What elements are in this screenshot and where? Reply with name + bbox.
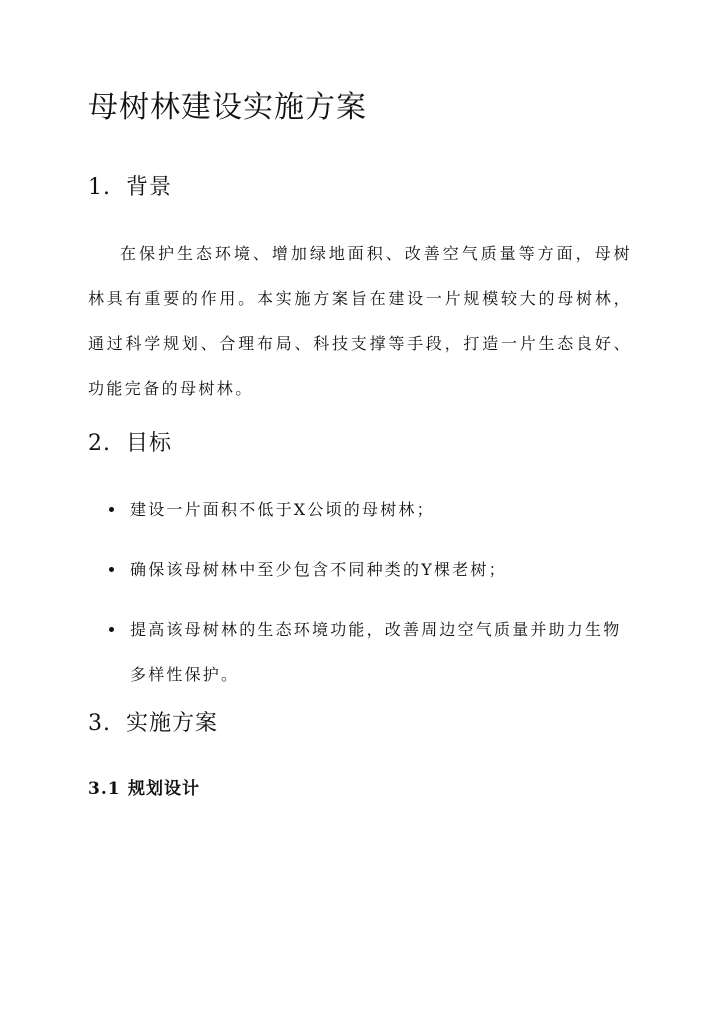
document-title: 母树林建设实施方案	[88, 90, 367, 125]
background-paragraph: 在保护生态环境、增加绿地面积、改善空气质量等方面，母树林具有重要的作用。本实施方案旨在建设一片规模较大的母树林，通过科学规划、合理布局、科技支撑等手段，打造一片生态良好、功能完备的母树林。	[88, 244, 632, 398]
section-title: 实施方案	[126, 711, 219, 736]
subsection-number: 3.1	[88, 779, 121, 799]
section-number: 3.	[88, 711, 111, 736]
section-number: 1.	[88, 175, 111, 200]
section-title: 背景	[126, 175, 173, 200]
section-title: 目标	[126, 431, 173, 456]
section-heading-implementation	[88, 708, 218, 740]
bullet-icon	[109, 627, 114, 632]
list-item-text: 确保该母树林中至少包含不同种类的Y棵老树；	[130, 560, 507, 579]
list-item	[88, 487, 632, 532]
section-heading-background	[88, 172, 172, 204]
subsection-title: 规划设计	[128, 779, 200, 799]
list-item-text: 提高该母树林的生态环境功能，改善周边空气质量并助力生物多样性保护。	[130, 620, 622, 684]
bullet-icon	[109, 507, 114, 512]
list-item	[88, 547, 632, 592]
section-number: 2.	[88, 431, 111, 456]
list-item-text: 建设一片面积不低于X公顷的母树林；	[130, 500, 435, 519]
list-item	[88, 607, 632, 697]
goals-list	[88, 487, 632, 712]
subsection-heading-planning	[88, 776, 200, 802]
section-heading-goals	[88, 428, 172, 460]
bullet-icon	[109, 567, 114, 572]
